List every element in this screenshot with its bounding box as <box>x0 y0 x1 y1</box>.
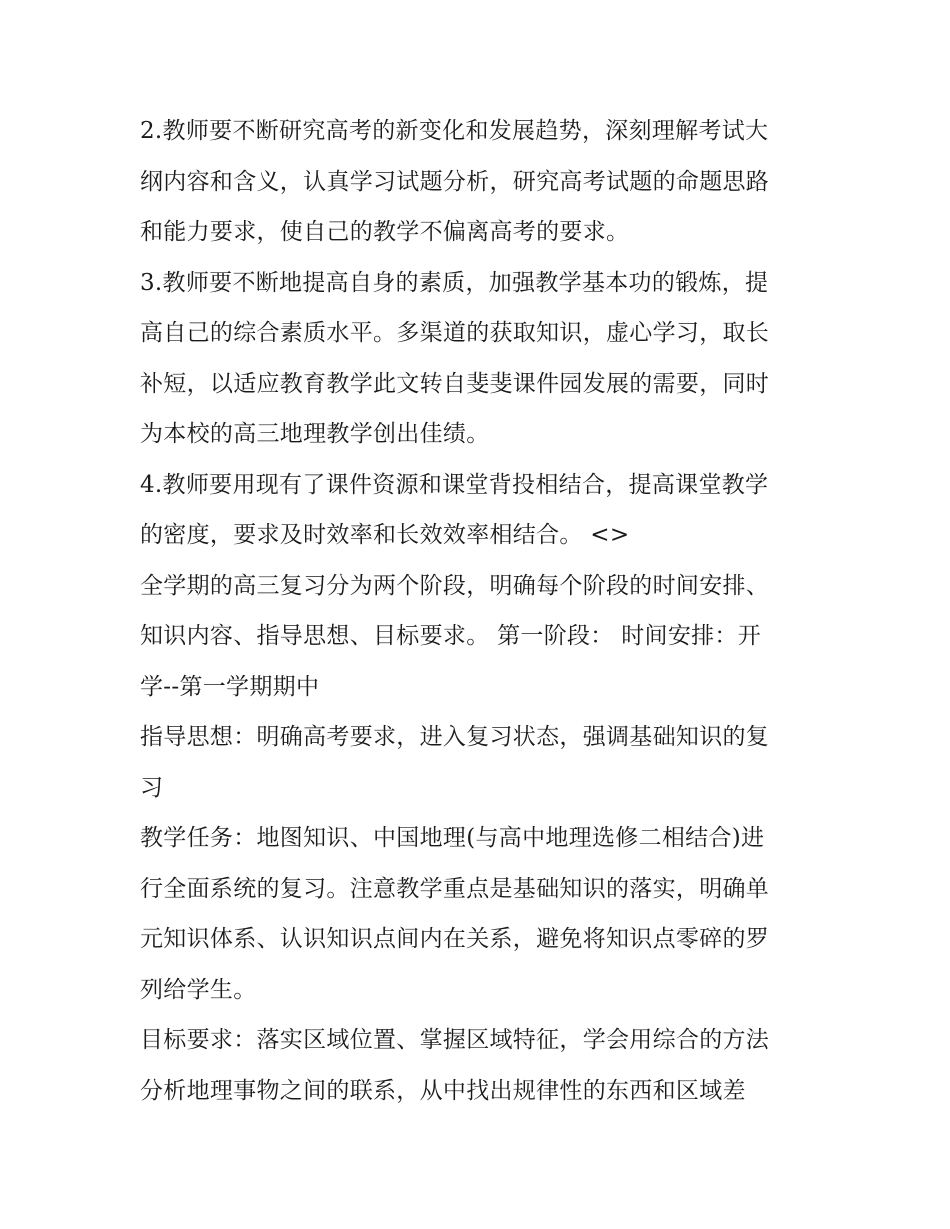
paragraph-teacher-research-exam: 2.教师要不断研究高考的新变化和发展趋势，深刻理解考试大 纲内容和含义，认真学习试题分析，研究高考试题的命题思路 和能力要求，使自己的教学不偏离高考的要求。 <box>140 118 770 245</box>
paragraph-teacher-improve-quality: 3.教师要不断地提高自身的素质，加强教学基本功的锻炼，提 高自己的综合素质水平。多渠道的获取知识，虚心学习，取长 补短，以适应教育教学此文转自斐斐课件园发展的需要，同时 为本校的高三地理教学创出佳绩。 <box>140 269 770 447</box>
paragraph-review-stages: 全学期的高三复习分为两个阶段，明确每个阶段的时间安排、 知识内容、指导思想、目标要求。 第一阶段： 时间安排：开 学--第一学期期中 <box>140 572 770 700</box>
paragraph-teacher-courseware: 4.教师要用现有了课件资源和课堂背投相结合，提高课堂教学 的密度，要求及时效率和长效效率相结合。 <> <box>140 471 769 548</box>
paragraph-guiding-idea: 指导思想：明确高考要求，进入复习状态，强调基础知识的复 习 <box>140 724 770 801</box>
paragraph-teaching-tasks: 教学任务：地图知识、中国地理(与高中地理选修二相结合)进 行全面系统的复习。注意教学重点是基础知识的落实，明确单 元知识体系、认识知识点间内在关系，避免将知识点零碎的罗 列给学生。 <box>140 825 770 1003</box>
document-body <box>140 106 815 1116</box>
paragraph-target-requirements: 目标要求：落实区域位置、掌握区域特征，学会用综合的方法 分析地理事物之间的联系，从中找出规律性的东西和区域差 <box>140 1027 770 1104</box>
